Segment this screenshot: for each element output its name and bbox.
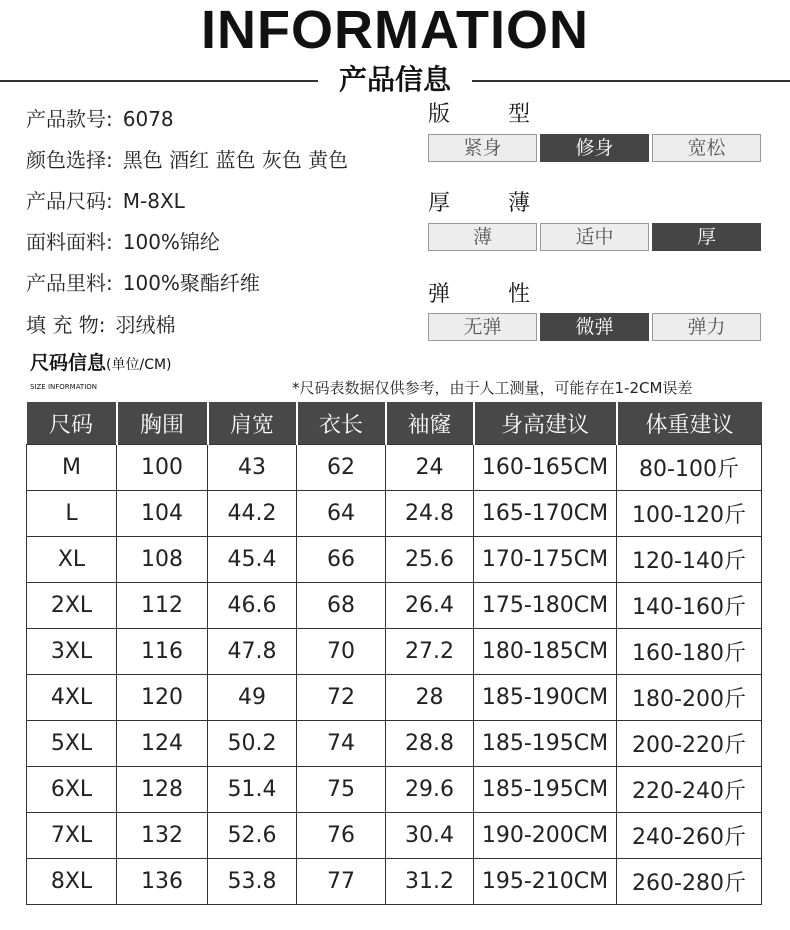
table-cell: 190-200CM <box>474 813 617 859</box>
column-header: 体重建议 <box>617 402 762 445</box>
info-label: 面料面料: <box>26 230 113 254</box>
attribute-option: 宽松 <box>652 134 761 162</box>
table-cell: 50.2 <box>208 721 297 767</box>
info-value: 100%锦纶 <box>122 230 220 254</box>
table-cell: 185-190CM <box>474 675 617 721</box>
table-row <box>27 721 762 767</box>
table-cell: 66 <box>297 537 386 583</box>
info-row <box>26 147 348 173</box>
table-cell: 112 <box>117 583 208 629</box>
attribute-option: 弹力 <box>652 313 761 341</box>
table-cell: 104 <box>117 491 208 537</box>
table-cell: 7XL <box>27 813 117 859</box>
table-cell: 108 <box>117 537 208 583</box>
size-table-header <box>27 402 762 445</box>
info-label: 产品款号: <box>26 107 113 131</box>
table-cell: 30.4 <box>386 813 474 859</box>
size-info-heading <box>30 350 172 378</box>
attribute-label <box>428 101 532 129</box>
table-cell: 120 <box>117 675 208 721</box>
table-cell: 29.6 <box>386 767 474 813</box>
table-cell: 128 <box>117 767 208 813</box>
table-cell: 200-220斤 <box>617 721 762 767</box>
table-cell: 180-200斤 <box>617 675 762 721</box>
table-cell: 28 <box>386 675 474 721</box>
table-cell: 45.4 <box>208 537 297 583</box>
attribute-option-selected: 厚 <box>652 223 761 251</box>
table-cell: 5XL <box>27 721 117 767</box>
table-cell: 74 <box>297 721 386 767</box>
table-cell: 195-210CM <box>474 859 617 905</box>
table-cell: 165-170CM <box>474 491 617 537</box>
table-cell: 31.2 <box>386 859 474 905</box>
column-header: 身高建议 <box>474 402 617 445</box>
info-value: 黑色 酒红 蓝色 灰色 黄色 <box>122 148 349 172</box>
column-header: 肩宽 <box>208 402 297 445</box>
table-cell: 175-180CM <box>474 583 617 629</box>
table-cell: 260-280斤 <box>617 859 762 905</box>
table-cell: 116 <box>117 629 208 675</box>
table-cell: 52.6 <box>208 813 297 859</box>
table-cell: 72 <box>297 675 386 721</box>
attribute-option-selected: 修身 <box>540 134 649 162</box>
info-row <box>26 188 185 214</box>
table-cell: 180-185CM <box>474 629 617 675</box>
table-cell: 62 <box>297 445 386 491</box>
table-cell: 25.6 <box>386 537 474 583</box>
attribute-option-selected: 微弹 <box>540 313 649 341</box>
attribute-label-char-1: 厚 <box>428 191 452 216</box>
info-value: 羽绒棉 <box>115 313 176 337</box>
info-row <box>26 270 260 296</box>
table-cell: 47.8 <box>208 629 297 675</box>
table-row <box>27 813 762 859</box>
size-table <box>26 402 762 905</box>
table-cell: 185-195CM <box>474 721 617 767</box>
size-table-body <box>27 445 762 905</box>
column-header: 衣长 <box>297 402 386 445</box>
table-cell: 43 <box>208 445 297 491</box>
table-row <box>27 675 762 721</box>
table-cell: 70 <box>297 629 386 675</box>
table-cell: 4XL <box>27 675 117 721</box>
size-info-english: SIZE INFORMATION <box>30 383 98 391</box>
attribute-label-char-1: 弹 <box>428 282 452 307</box>
table-cell: 100-120斤 <box>617 491 762 537</box>
info-row <box>26 312 175 338</box>
table-cell: 160-180斤 <box>617 629 762 675</box>
table-cell: 28.8 <box>386 721 474 767</box>
column-header: 袖窿 <box>386 402 474 445</box>
attribute-options <box>428 134 764 162</box>
table-cell: 240-260斤 <box>617 813 762 859</box>
attribute-option: 紧身 <box>428 134 537 162</box>
table-cell: 27.2 <box>386 629 474 675</box>
info-label: 产品里料: <box>26 271 113 295</box>
table-cell: 132 <box>117 813 208 859</box>
info-label: 颜色选择: <box>26 148 113 172</box>
table-cell: 49 <box>208 675 297 721</box>
info-value: M-8XL <box>122 189 185 213</box>
attribute-options <box>428 313 764 341</box>
table-cell: 3XL <box>27 629 117 675</box>
table-row <box>27 491 762 537</box>
table-cell: 46.6 <box>208 583 297 629</box>
table-cell: 75 <box>297 767 386 813</box>
size-info-unit: (单位/CM) <box>106 357 172 373</box>
info-label: 填 充 物: <box>26 313 106 337</box>
table-cell: 124 <box>117 721 208 767</box>
table-cell: 53.8 <box>208 859 297 905</box>
info-value: 6078 <box>122 107 174 131</box>
table-cell: 8XL <box>27 859 117 905</box>
table-cell: 6XL <box>27 767 117 813</box>
column-header: 胸围 <box>117 402 208 445</box>
table-row <box>27 629 762 675</box>
attribute-label-char-2: 型 <box>508 102 532 127</box>
attribute-option: 适中 <box>540 223 649 251</box>
page-subtitle: 产品信息 <box>338 63 451 96</box>
info-row <box>26 229 220 255</box>
size-info-title: 尺码信息 <box>30 352 107 374</box>
table-cell: XL <box>27 537 117 583</box>
attribute-label <box>428 190 532 218</box>
page-title: INFORMATION <box>201 0 589 60</box>
table-row <box>27 859 762 905</box>
table-cell: 51.4 <box>208 767 297 813</box>
table-cell: 26.4 <box>386 583 474 629</box>
table-cell: 170-175CM <box>474 537 617 583</box>
info-value: 100%聚酯纤维 <box>122 271 260 295</box>
attribute-label-char-2: 薄 <box>508 191 532 216</box>
table-cell: L <box>27 491 117 537</box>
table-cell: 2XL <box>27 583 117 629</box>
table-cell: 24.8 <box>386 491 474 537</box>
table-cell: 185-195CM <box>474 767 617 813</box>
attribute-label <box>428 281 532 309</box>
table-row <box>27 767 762 813</box>
table-row <box>27 445 762 491</box>
table-cell: 64 <box>297 491 386 537</box>
table-cell: 140-160斤 <box>617 583 762 629</box>
table-cell: 24 <box>386 445 474 491</box>
info-label: 产品尺码: <box>26 189 113 213</box>
table-cell: 160-165CM <box>474 445 617 491</box>
table-cell: 220-240斤 <box>617 767 762 813</box>
attribute-label-char-2: 性 <box>508 282 532 307</box>
attribute-option: 薄 <box>428 223 537 251</box>
attribute-option: 无弹 <box>428 313 537 341</box>
table-cell: 136 <box>117 859 208 905</box>
table-row <box>27 583 762 629</box>
table-cell: 80-100斤 <box>617 445 762 491</box>
table-cell: 44.2 <box>208 491 297 537</box>
attribute-label-char-1: 版 <box>428 102 452 127</box>
info-row <box>26 106 174 132</box>
table-cell: 68 <box>297 583 386 629</box>
table-row <box>27 537 762 583</box>
size-note: *尺码表数据仅供参考，由于人工测量，可能存在1-2CM误差 <box>292 379 693 397</box>
attribute-options <box>428 223 764 251</box>
table-cell: 76 <box>297 813 386 859</box>
column-header: 尺码 <box>27 402 117 445</box>
table-cell: M <box>27 445 117 491</box>
table-cell: 120-140斤 <box>617 537 762 583</box>
table-cell: 100 <box>117 445 208 491</box>
table-cell: 77 <box>297 859 386 905</box>
